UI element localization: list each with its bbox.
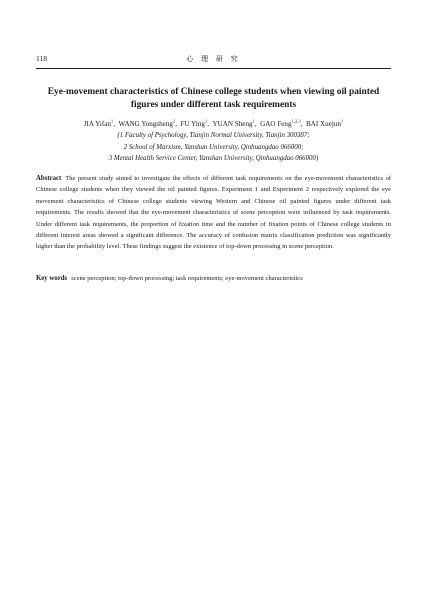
author-affiliation-mark: 1	[110, 118, 114, 124]
author-affiliation-mark: 1,2,3	[291, 118, 301, 124]
author	[260, 120, 301, 128]
affiliation-line: 2 School of Marxism, Yanshan University, Qinhuangdao 066000;	[123, 143, 304, 151]
keywords-text: scene perception; top-down processing; task requirements; eye-movement characteristics	[71, 275, 303, 282]
paper-title: Eye-movement characteristics of Chinese college students when viewing oil painted figures under different task requirements	[47, 87, 380, 110]
journal-name: 心 理 研 究	[186, 55, 241, 63]
affiliation-line: (1 Faculty of Psychology, Tianjin Normal University, Tianjin 300387;	[117, 132, 310, 139]
author-affiliation-mark: 2	[172, 118, 176, 124]
author	[213, 120, 255, 128]
author-affiliation-mark: 1	[204, 118, 208, 124]
author	[119, 120, 176, 128]
affiliation-line: 3 Mental Health Service Center, Yanshan University, Qinhuangdao 066000)	[108, 155, 319, 162]
keywords-label: Key words	[36, 275, 68, 282]
author-name: GAO Feng	[260, 120, 292, 128]
author-name: FU Ying	[180, 120, 205, 128]
running-header	[36, 54, 391, 69]
author	[181, 120, 208, 128]
keywords	[36, 273, 391, 284]
author-list: JIA Yifan$^1$, WANG Yongsheng$^2$, FU Ying$^1$, YUAN Sheng$^1$, GAO Feng$^{1,2,3}$, BAI Xuejun$^1$	[83, 118, 344, 128]
author	[306, 120, 343, 128]
page-number: 118	[36, 54, 47, 63]
author-name: JIA Yifan	[83, 120, 111, 128]
author-name: WANG Yongsheng	[118, 120, 173, 128]
abstract-text: The present study aimed to investigate the effects of different task requirements on the eye-movement characteristics of Chinese college students when they viewed the oil painted figures. Experiment 1 and Experiment 2 respectively explored the eye movement characteristics of Chinese college students viewing Western and Chinese oil painted figures under different task requirements. The results showed that the eye-movement characteristics of scene perception were influenced by task requirements. Under different task requirements, the proportion of fixation time and the number of fixation points of Chinese college students in different interest areas showed a significant difference. The accuracy of confusion matrix classification prediction was significantly higher than the probability level. These findings suggest the existence of top-down processing in scene perception.	[36, 175, 391, 251]
abstract	[36, 173, 391, 253]
author	[84, 120, 113, 128]
author-affiliation-mark: 1	[252, 118, 255, 124]
author-name: BAI Xuejun	[306, 120, 341, 128]
abstract-label: Abstract	[36, 175, 62, 182]
affiliations	[36, 130, 391, 165]
author-affiliation-mark: 1	[340, 118, 344, 124]
author-name: YUAN Sheng	[212, 120, 253, 128]
